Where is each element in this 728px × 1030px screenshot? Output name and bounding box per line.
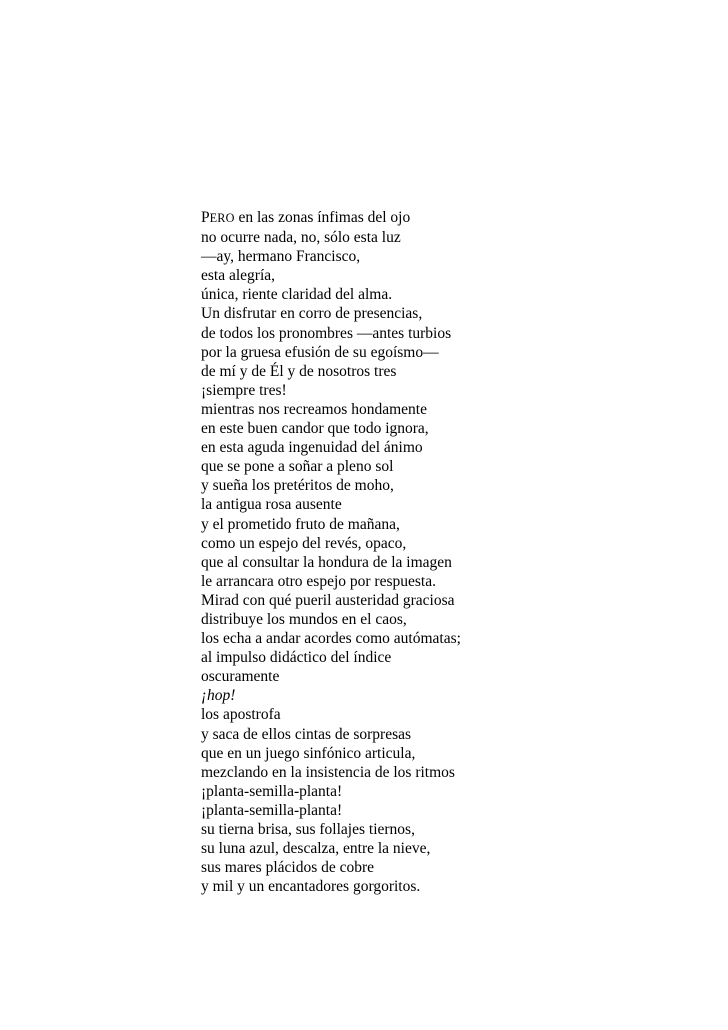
poem-line: y saca de ellos cintas de sorpresas: [201, 725, 412, 743]
poem-line: ¡hop!: [201, 687, 236, 705]
poem-line: esta alegría,: [201, 267, 276, 285]
poem-line: de todos los pronombres —antes turbios: [201, 324, 452, 342]
poem-line: le arrancara otro espejo por respuesta.: [201, 572, 436, 590]
poem-line: Mirad con qué pueril austeridad graciosa: [201, 591, 455, 609]
poem-line: los apostrofa: [201, 706, 281, 724]
poem-line: mientras nos recreamos hondamente: [201, 400, 427, 418]
poem-line: ¡planta-semilla-planta!: [201, 782, 343, 800]
poem-line: los echa a andar acordes como autómatas;: [201, 630, 461, 648]
poem-line: distribuye los mundos en el caos,: [201, 610, 407, 628]
poem-line: mezclando en la insistencia de los ritmos: [201, 763, 455, 781]
poem-line: por la gruesa efusión de su egoísmo—: [201, 343, 439, 361]
poem-line: en este buen candor que todo ignora,: [201, 420, 429, 438]
poem-line: que en un juego sinfónico articula,: [201, 744, 416, 762]
poem-first-line: [201, 208, 721, 228]
poem-line: de mí y de Él y de nosotros tres: [201, 362, 397, 380]
poem-line: ¡planta-semilla-planta!: [201, 801, 343, 819]
poem-line: no ocurre nada, no, sólo esta luz: [201, 229, 401, 247]
poem-line: en esta aguda ingenuidad del ánimo: [201, 439, 423, 457]
poem-smallcaps-word: ERO: [209, 211, 235, 225]
poem-line: la antigua rosa ausente: [201, 496, 342, 514]
poem-line: al impulso didáctico del índice: [201, 649, 392, 667]
poem-line: y el prometido fruto de mañana,: [201, 515, 400, 533]
poem-line: ¡siempre tres!: [201, 381, 287, 399]
poem-line: —ay, hermano Francisco,: [201, 248, 361, 266]
poem-line: su luna azul, descalza, entre la nieve,: [201, 840, 431, 858]
poem-line: que se pone a soñar a pleno sol: [201, 458, 394, 476]
poem-line: como un espejo del revés, opaco,: [201, 534, 407, 552]
poem-line: que al consultar la hondura de la imagen: [201, 553, 452, 571]
poem-line: y sueña los pretéritos de moho,: [201, 477, 394, 495]
poem-line: su tierna brisa, sus follajes tiernos,: [201, 821, 415, 838]
poem-line: oscuramente: [201, 668, 280, 686]
poem-first-line-text: en las zonas ínfimas del ojo: [234, 209, 411, 226]
poem-initial-letter: P: [201, 209, 210, 226]
poem-line: Un disfrutar en corro de presencias,: [201, 305, 423, 323]
poem-line: sus mares plácidos de cobre: [201, 859, 375, 877]
poem-line: única, riente claridad del alma.: [201, 286, 393, 304]
poem-line: y mil y un encantadores gorgoritos.: [201, 878, 421, 896]
poem-body: [201, 208, 721, 896]
